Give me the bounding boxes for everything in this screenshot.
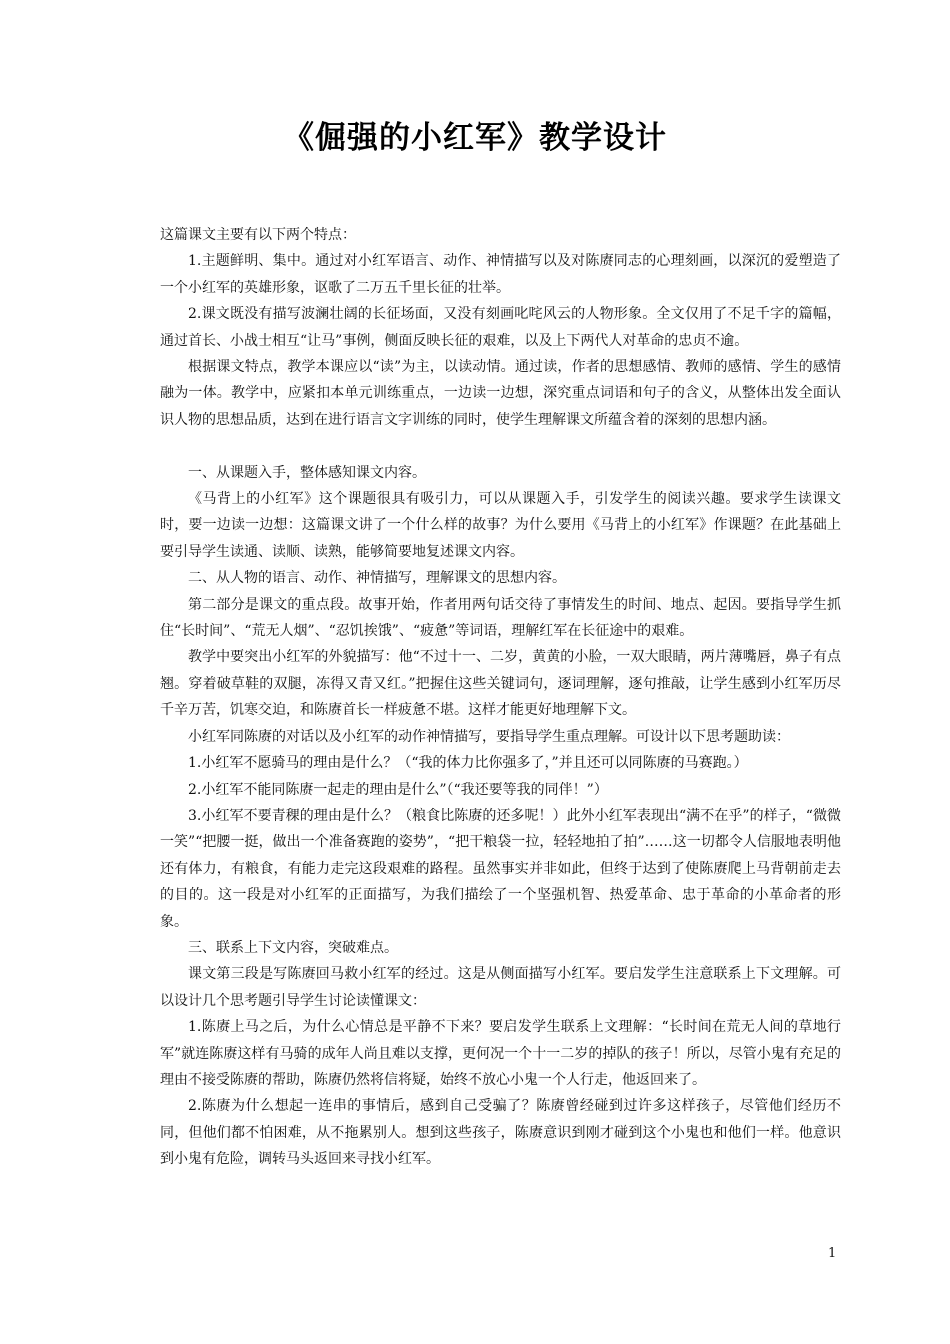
question-item: 3.小红军不要青稞的理由是什么？（粮食比陈赓的还多呢！）此外小红军表现出“满不在乎”的样子，“微微一笑”“把腰一挺，做出一个准备赛跑的姿势”，“把干粮袋一拉，轻轻地拍了拍”……这一切都令人信服地表明他还有体力，有粮食，有能力走完这段艰难的路程。虽然事实并非如此，但终于达到了使陈赓爬上马背朝前走去的目的。这一段是对小红军的正面描写，为我们描绘了一个坚强机智、热爱革命、忠于革命的小革命者的形象。	[160, 807, 841, 930]
body-paragraph: 第二部分是课文的重点段。故事开始，作者用两句话交待了事情发生的时间、地点、起因。要指导学生抓住“长时间”、“荒无人烟”、“忍饥挨饿”、“疲惫”等词语，理解红军在长征途中的艰难。	[160, 596, 841, 640]
body-paragraph: 《马背上的小红军》这个课题很具有吸引力，可以从课题入手，引发学生的阅读兴趣。要求学生读课文时，要一边读一边想：这篇课文讲了一个什么样的故事？为什么要用《马背上的小红军》作课题？在此基础上要引导学生读通、读顺、读熟，能够简要地复述课文内容。	[160, 491, 841, 560]
paragraph-gap	[160, 433, 841, 459]
section-heading: 一、从课题入手，整体感知课文内容。	[188, 464, 426, 481]
document-body	[160, 222, 841, 1173]
page-number: 1	[828, 1246, 837, 1261]
intro-paragraph: 根据课文特点，教学本课应以“读”为主，以读动情。通过读，作者的思想感情、教师的感情、学生的感情融为一体。教学中，应紧扣本单元训练重点，一边读一边想，深究重点词语和句子的含义，从整体出发全面认识人物的思想品质，达到在进行语言文字训练的同时，使学生理解课文所蕴含着的深刻的思想内涵。	[160, 359, 841, 428]
section-heading: 二、从人物的语言、动作、神情描写，理解课文的思想内容。	[188, 570, 566, 587]
body-paragraph: 小红军同陈赓的对话以及小红军的动作神情描写，要指导学生重点理解。可设计以下思考题助读：	[188, 728, 790, 745]
question-item: 1.小红军不愿骑马的理由是什么？（“我的体力比你强多了，”并且还可以同陈赓的马赛跑。）	[188, 755, 748, 772]
section-heading: 三、联系上下文内容，突破难点。	[188, 939, 398, 956]
body-paragraph: 课文第三段是写陈赓回马救小红军的经过。这是从侧面描写小红军。要启发学生注意联系上下文理解。可以设计几个思考题引导学生讨论读懂课文：	[160, 966, 841, 1009]
document-title: 《倔强的小红军》教学设计	[283, 120, 667, 156]
design-section	[160, 460, 841, 1173]
body-paragraph: 教学中要突出小红军的外貌描写：他“不过十一、二岁，黄黄的小脸，一双大眼睛，两片薄嘴唇，鼻子有点翘。穿着破草鞋的双腿，冻得又青又红。”把握住这些关键词句，逐词理解，逐句推敲，让学生感到小红军历尽千辛万苦，饥寒交迫，和陈赓首长一样疲惫不堪。这样才能更好地理解下文。	[160, 649, 841, 719]
question-item: 2.陈赓为什么想起一连串的事情后，感到自己受骗了？陈赓曾经碰到过许多这样孩子，尽管他们经历不同，但他们都不怕困难，从不拖累别人。想到这些孩子，陈赓意识到刚才碰到这个小鬼也和他们一样。他意识到小鬼有危险，调转马头返回来寻找小红军。	[160, 1098, 841, 1168]
intro-paragraph: 1.主题鲜明、集中。通过对小红军语言、动作、神情描写以及对陈赓同志的心理刻画，以深沉的爱塑造了一个小红军的英雄形象，讴歌了二万五千里长征的壮举。	[160, 253, 841, 296]
question-item: 2.小红军不能同陈赓一起走的理由是什么”（“我还要等我的同伴！”）	[188, 781, 608, 798]
intro-paragraph: 2.课文既没有描写波澜壮阔的长征场面，又没有刻画叱咤风云的人物形象。全文仅用了不足千字的篇幅，通过首长、小战士相互“让马”事例，侧面反映长征的艰难，以及上下两代人对革命的忠贞不逾。	[160, 306, 841, 349]
intro-paragraph: 这篇课文主要有以下两个特点：	[160, 227, 356, 243]
question-item: 1.陈赓上马之后，为什么心情总是平静不下来？要启发学生联系上文理解：“长时间在荒无人间的草地行军”就连陈赓这样有马骑的成年人尚且难以支撑，更何况一个十一二岁的掉队的孩子！所以，尽管小鬼有充足的理由不接受陈赓的帮助，陈赓仍然将信将疑，始终不放心小鬼一个人行走，他返回来了。	[160, 1019, 841, 1088]
intro-section	[160, 222, 841, 433]
